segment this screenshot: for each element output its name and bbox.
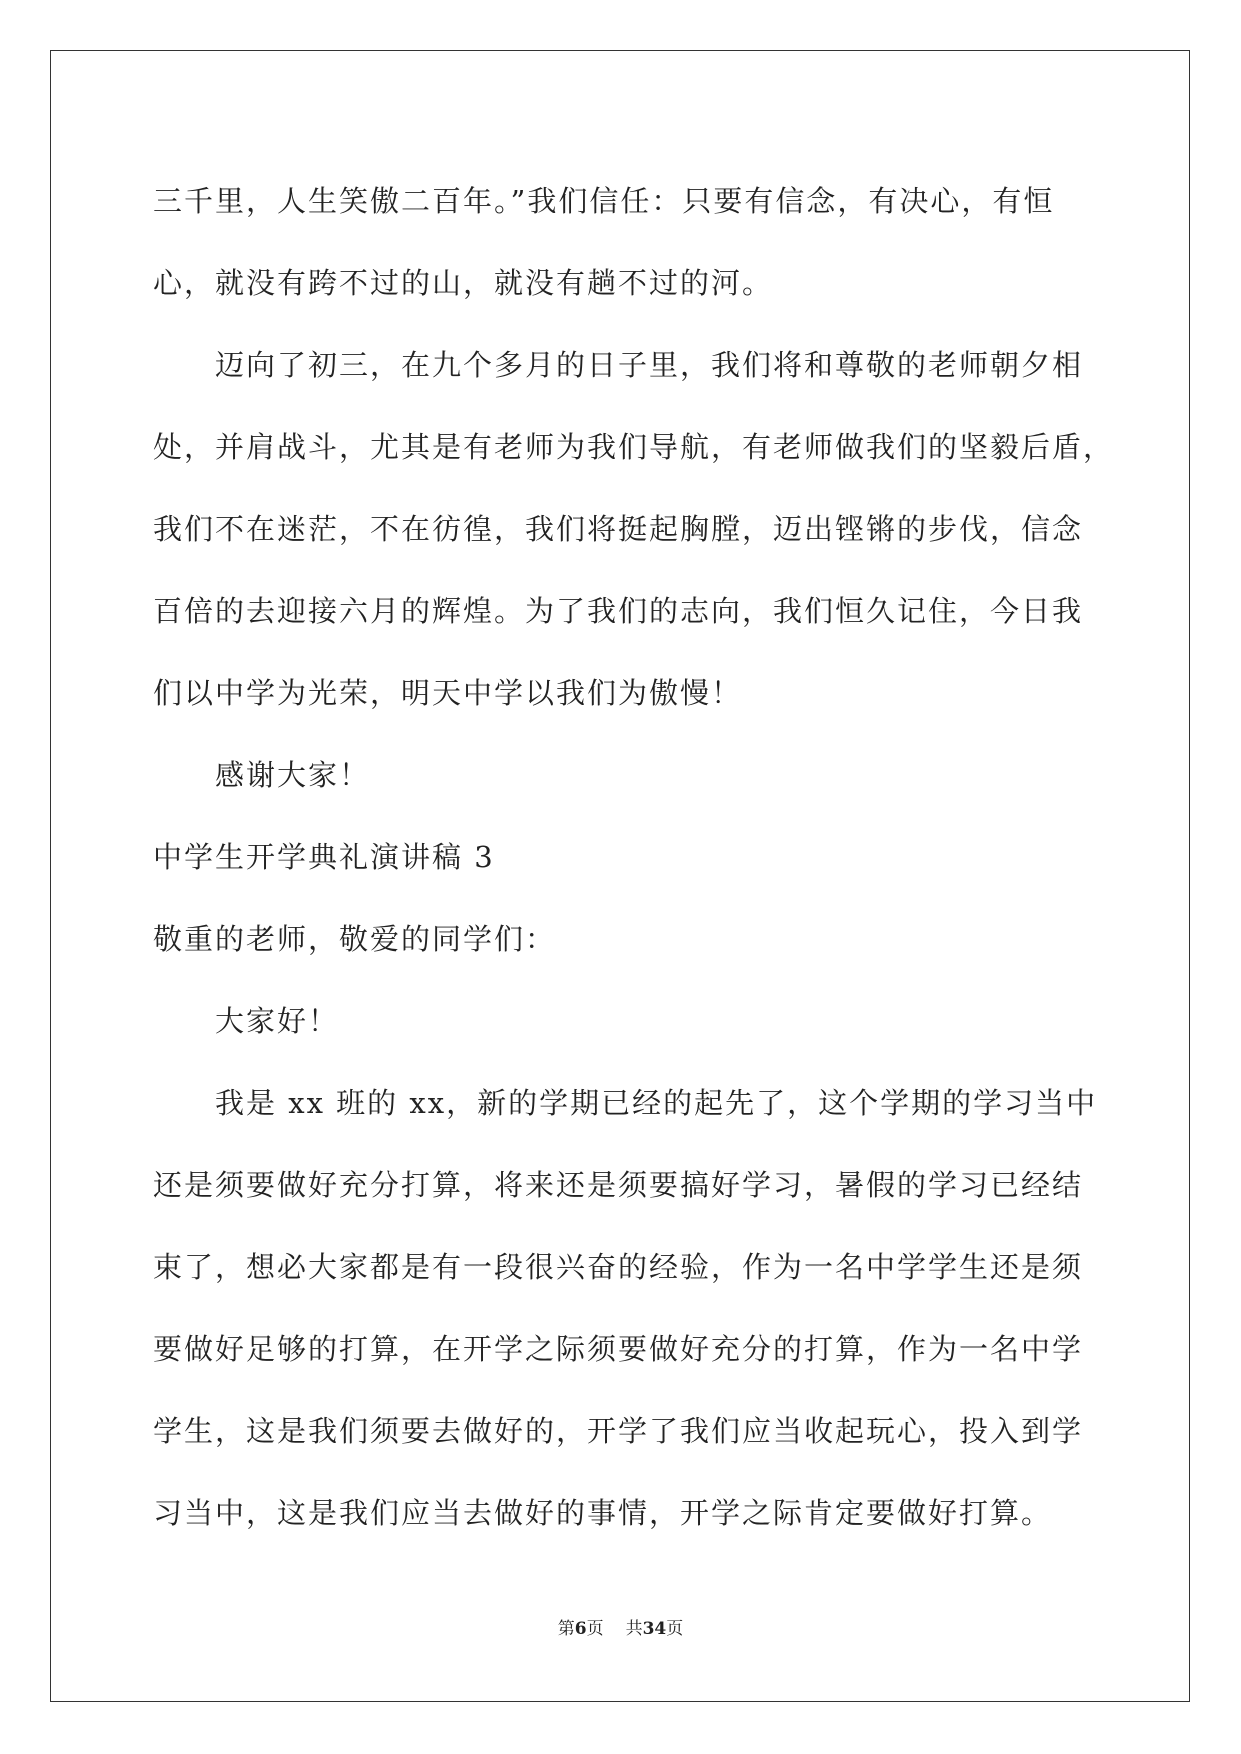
text-line: 我们不在迷茫，不在彷徨，我们将挺起胸膛，迈出铿锵的步伐，信念 bbox=[153, 512, 1084, 546]
document-body bbox=[153, 160, 1115, 1554]
text-line: 百倍的去迎接六月的辉煌。为了我们的志向，我们恒久记住，今日我 bbox=[153, 594, 1084, 628]
section-heading: 中学生开学典礼演讲稿 3 bbox=[153, 840, 495, 874]
text-line: 处，并肩战斗，尤其是有老师为我们导航，有老师做我们的坚毅后盾， bbox=[153, 430, 1115, 464]
paragraph-start-line: 我是 xx 班的 xx，新的学期已经的起先了，这个学期的学习当中 bbox=[215, 1086, 1098, 1120]
text-line: 们以中学为光荣，明天中学以我们为傲慢！ bbox=[153, 676, 743, 710]
text-line: 束了，想必大家都是有一段很兴奋的经验，作为一名中学学生还是须 bbox=[153, 1250, 1084, 1284]
page-number: 6 bbox=[574, 1619, 587, 1639]
page-prefix: 第 bbox=[557, 1619, 575, 1639]
text-line: 三千里，人生笑傲二百年。”我们信任：只要有信念，有决心，有恒 bbox=[153, 184, 1055, 218]
total-suffix: 页 bbox=[666, 1619, 684, 1639]
text-line: 习当中，这是我们应当去做好的事情，开学之际肯定要做好打算。 bbox=[153, 1496, 1053, 1530]
page-footer bbox=[0, 1617, 1241, 1641]
page-suffix: 页 bbox=[586, 1619, 604, 1639]
greeting: 大家好！ bbox=[215, 1004, 340, 1038]
text-line: 要做好足够的打算，在开学之际须要做好充分的打算，作为一名中学 bbox=[153, 1332, 1084, 1366]
total-pages: 34 bbox=[642, 1619, 667, 1639]
total-prefix: 共 bbox=[625, 1619, 643, 1639]
paragraph-start-line: 迈向了初三，在九个多月的日子里，我们将和尊敬的老师朝夕相 bbox=[215, 348, 1084, 382]
text-line: 学生，这是我们须要去做好的，开学了我们应当收起玩心，投入到学 bbox=[153, 1414, 1084, 1448]
text-line: 心，就没有跨不过的山，就没有趟不过的河。 bbox=[153, 266, 774, 300]
text-line: 还是须要做好充分打算，将来还是须要搞好学习，暑假的学习已经结 bbox=[153, 1168, 1084, 1202]
salutation: 敬重的老师，敬爱的同学们： bbox=[153, 922, 557, 956]
closing-thanks: 感谢大家！ bbox=[215, 758, 371, 792]
